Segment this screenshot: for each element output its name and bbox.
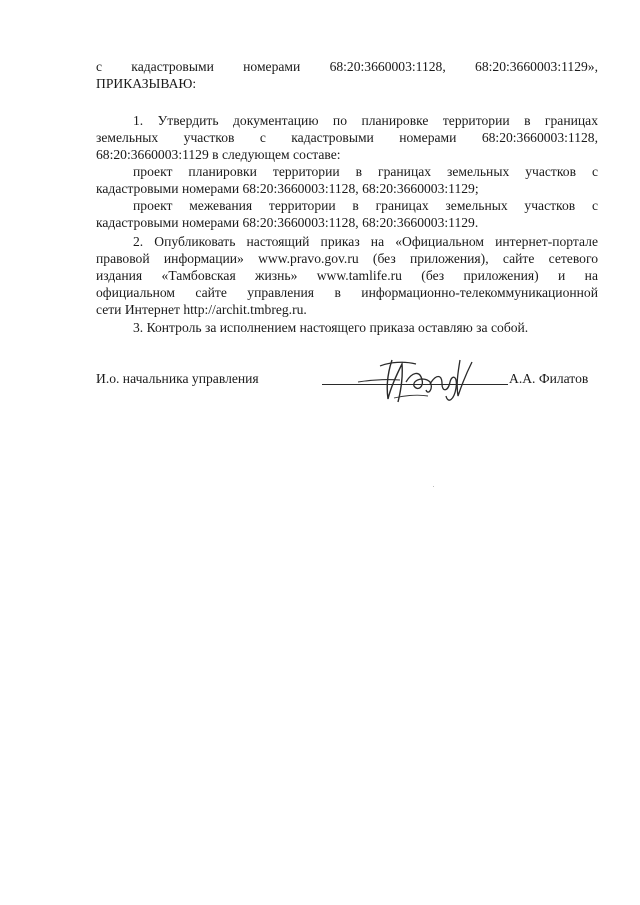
handwritten-signature bbox=[330, 352, 500, 410]
signatory-position: И.о. начальника управления bbox=[96, 371, 259, 386]
text-line: земельных участков с кадастровыми номерами 68:20:3660003:1128, bbox=[96, 130, 598, 145]
text-line: кадастровыми номерами 68:20:3660003:1128, 68:20:3660003:1129. bbox=[96, 215, 479, 230]
order-keyword: ПРИКАЗЫВАЮ: bbox=[96, 76, 197, 91]
text-line: кадастровыми номерами 68:20:3660003:1128, 68:20:3660003:1129; bbox=[96, 181, 479, 196]
text-line: правовой информации» www.pravo.gov.ru (без приложения), сайте сетевого bbox=[96, 251, 598, 266]
text-line: 1. Утвердить документацию по планировке территории в границах bbox=[133, 113, 598, 128]
signatory-name: А.А. Филатов bbox=[509, 371, 589, 386]
text-line: проект межевания территории в границах земельных участков с bbox=[133, 198, 598, 213]
text-line: проект планировки территории в границах земельных участков с bbox=[133, 164, 598, 179]
text-line: 2. Опубликовать настоящий приказ на «Официальном интернет-портале bbox=[133, 234, 598, 249]
text-line: сети Интернет http://archit.tmbreg.ru. bbox=[96, 302, 307, 317]
text-line: 68:20:3660003:1129 в следующем составе: bbox=[96, 147, 341, 162]
text-line: официальном сайте управления в информационно-телекоммуникационной bbox=[96, 285, 598, 300]
scan-speck bbox=[433, 486, 434, 487]
text-line: издания «Тамбовская жизнь» www.tamlife.ru (без приложения) и на bbox=[96, 268, 598, 283]
text-line: 3. Контроль за исполнением настоящего приказа оставляю за собой. bbox=[133, 320, 529, 335]
text-line: с кадастровыми номерами 68:20:3660003:1128, 68:20:3660003:1129», bbox=[96, 59, 598, 74]
